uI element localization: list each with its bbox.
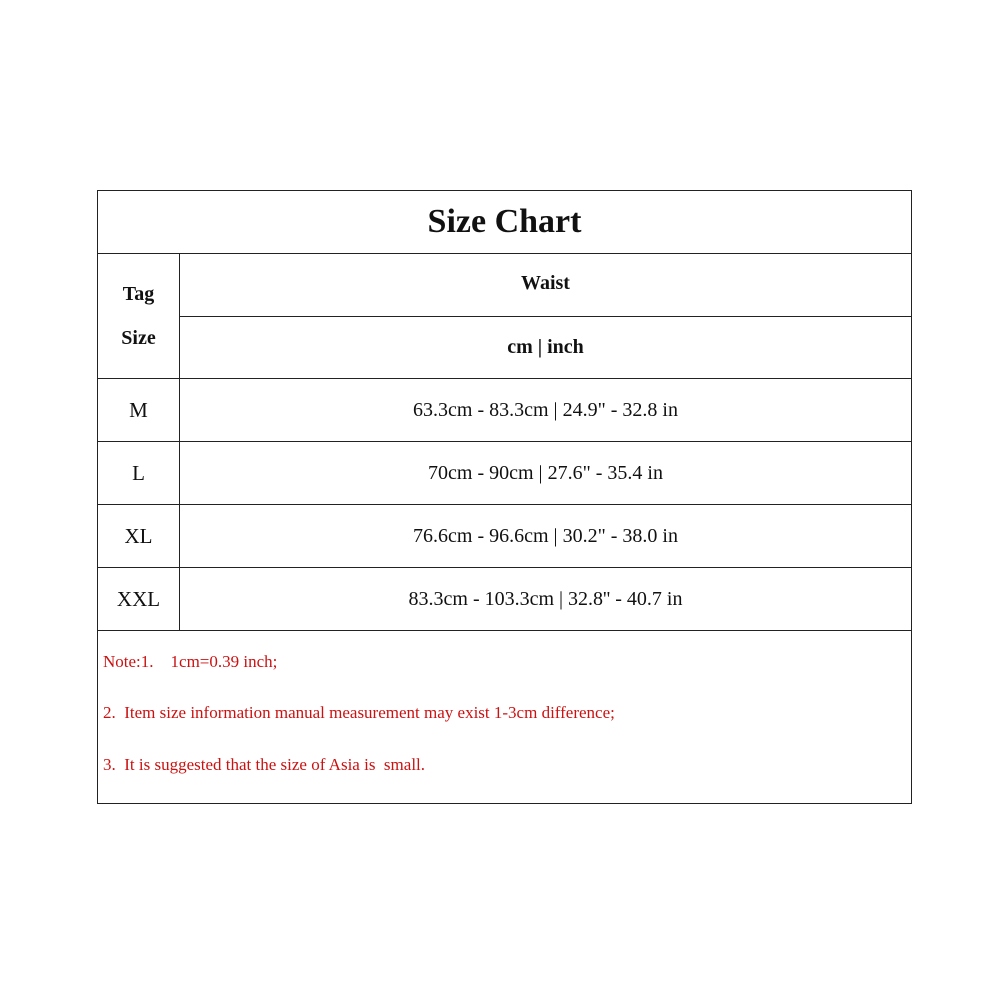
waist-header: Waist	[180, 254, 911, 317]
table-row	[98, 379, 911, 442]
size-cell: XL	[98, 505, 180, 567]
tag-size-header	[98, 254, 180, 378]
table-row	[98, 505, 911, 568]
waist-cell: 76.6cm - 96.6cm | 30.2" - 38.0 in	[413, 524, 678, 547]
note-2: 2. Item size information manual measurement may exist 1-3cm difference;	[103, 703, 615, 722]
size-cell: M	[98, 379, 180, 441]
table-row	[98, 442, 911, 505]
note-1: Note:1. 1cm=0.39 inch;	[103, 652, 278, 671]
tag-size-label-line2: Size	[121, 327, 156, 349]
table-row	[98, 568, 911, 631]
size-cell: L	[98, 442, 180, 504]
note-3: 3. It is suggested that the size of Asia is small.	[103, 755, 426, 774]
waist-cell: 83.3cm - 103.3cm | 32.8'' - 40.7 in	[408, 587, 683, 610]
tag-size-label-line1: Tag	[122, 283, 155, 305]
size-chart-table	[97, 190, 912, 804]
size-cell: XXL	[98, 568, 180, 630]
table-header	[98, 254, 911, 379]
units-header: cm | inch	[507, 336, 584, 358]
waist-cell: 63.3cm - 83.3cm | 24.9" - 32.8 in	[413, 398, 678, 421]
chart-title: Size Chart	[98, 191, 911, 254]
waist-cell: 70cm - 90cm | 27.6" - 35.4 in	[428, 461, 663, 484]
notes-section	[98, 631, 911, 803]
